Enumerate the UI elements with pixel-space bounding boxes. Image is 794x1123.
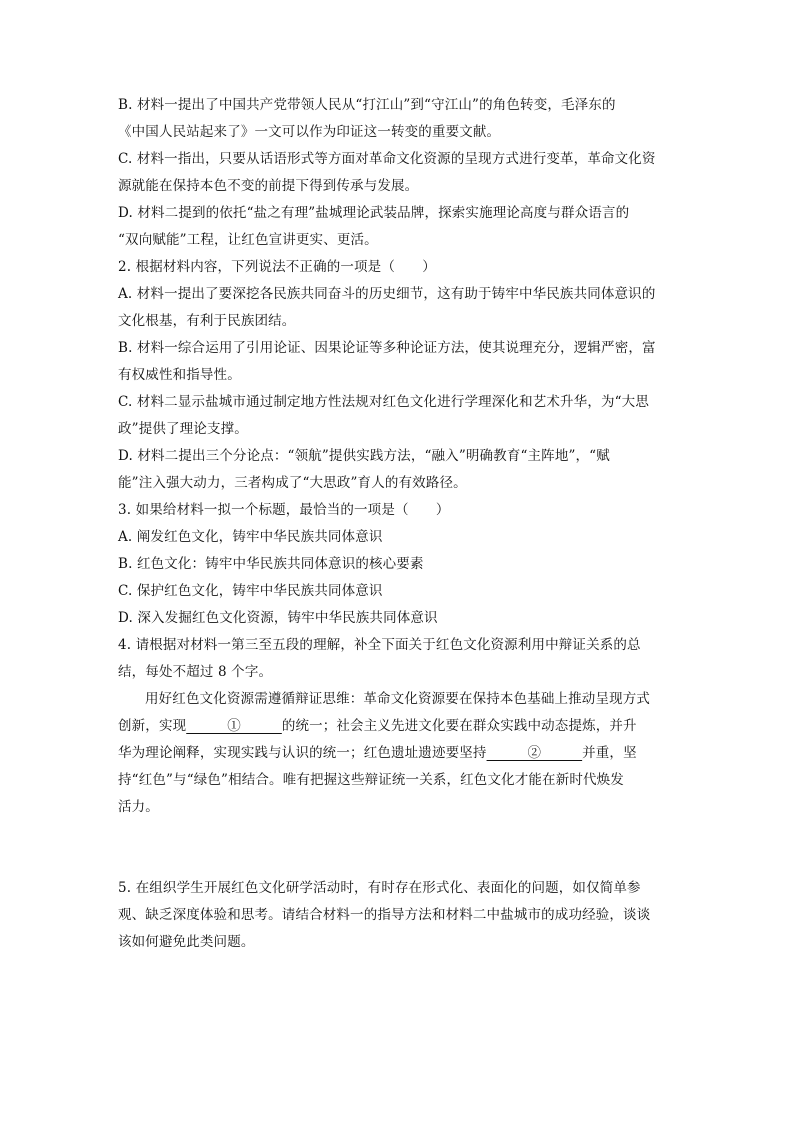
q2-stem: 2. 根据材料内容，下列说法不正确的一项是（ ） — [118, 259, 436, 275]
q1-option-b-line2: 《中国人民站起来了》一文可以作为印证这一转变的重要文献。 — [118, 124, 501, 140]
q4-stem-line1: 4. 请根据对材料一第三至五段的理解，补全下面关于红色文化资源利用中辩证关系的总 — [118, 637, 641, 653]
fill-blank-2[interactable]: ② — [486, 745, 583, 761]
q4-passage-text: 的统一；社会主义先进文化要在群众实践中动态提炼，并升 — [281, 718, 637, 734]
q1-option-c-line2: 源就能在保持本色不变的前提下得到传承与发展。 — [118, 178, 419, 194]
q3-stem: 3. 如果给材料一拟一个标题，最恰当的一项是（ ） — [118, 502, 450, 518]
exam-page — [118, 92, 678, 956]
q4-passage-text: 创新，实现 — [118, 718, 187, 734]
q1-option-b-line1: B. 材料一提出了中国共产党带领人民从“打江山”到“守江山”的角色转变，毛泽东的 — [118, 97, 616, 113]
q4-passage-line3 — [118, 740, 678, 767]
q5-stem-line1: 5. 在组织学生开展红色文化研学活动时，有时存在形式化、表面化的问题，如仅简单参 — [118, 880, 641, 896]
q1-option-d-line2: “双向赋能”工程，让红色宣讲更实、更活。 — [118, 232, 378, 248]
q4-passage-text: 华为理论阐释，实现实践与认识的统一；红色遗址遗迹要坚持 — [118, 745, 487, 761]
q2-option-b-line1: B. 材料一综合运用了引用论证、因果论证等多种论证方法，使其说理充分，逻辑严密，富 — [118, 340, 656, 356]
q4-passage-line4: 持“红色”与“绿色”相结合。唯有把握这些辩证统一关系，红色文化才能在新时代焕发 — [118, 772, 624, 788]
q4-passage-line1: 用好红色文化资源需遵循辩证思维：革命文化资源要在保持本色基础上推动呈现方式 — [145, 691, 651, 707]
q1-option-c-line1: C. 材料一指出，只要从话语形式等方面对革命文化资源的呈现方式进行变革，革命文化资 — [118, 151, 656, 167]
q2-option-a-line2: 文化根基，有利于民族团结。 — [118, 313, 296, 329]
q3-option-c: C. 保护红色文化，铸牢中华民族共同体意识 — [118, 583, 383, 599]
fill-blank-1[interactable]: ① — [186, 718, 282, 734]
q4-passage-line2 — [118, 713, 678, 740]
q4-stem-line2: 结，每处不超过 8 个字。 — [118, 664, 273, 680]
q5-stem-line3: 该如何避免此类问题。 — [118, 934, 255, 950]
q3-option-a: A. 阐发红色文化，铸牢中华民族共同体意识 — [118, 529, 383, 545]
q3-option-d: D. 深入发掘红色文化资源，铸牢中华民族共同体意识 — [118, 610, 438, 626]
q2-option-d-line2: 能”注入强大动力，三者构成了“大思政”育人的有效路径。 — [118, 475, 467, 491]
q2-option-c-line1: C. 材料二显示盐城市通过制定地方性法规对红色文化进行学理深化和艺术升华，为“大思 — [118, 394, 649, 410]
answer-space — [118, 821, 678, 875]
q2-option-b-line2: 有权威性和指导性。 — [118, 367, 241, 383]
q2-option-d-line1: D. 材料二提出三个分论点：“领航”提供实践方法，“融入”明确教育“主阵地”，“赋 — [118, 448, 610, 464]
q4-passage-text: 并重，坚 — [582, 745, 637, 761]
q2-option-a-line1: A. 材料一提出了要深挖各民族共同奋斗的历史细节，这有助于铸牢中华民族共同体意识的 — [118, 286, 656, 302]
q3-option-b: B. 红色文化：铸牢中华民族共同体意识的核心要素 — [118, 556, 424, 572]
q1-option-d-line1: D. 材料二提到的依托“盐之有理”盐城理论武装品牌，探索实施理论高度与群众语言的 — [118, 205, 630, 221]
q2-option-c-line2: 政”提供了理论支撑。 — [118, 421, 248, 437]
q4-passage-line5: 活力。 — [118, 799, 159, 815]
q5-stem-line2: 观、缺乏深度体验和思考。请结合材料一的指导方法和材料二中盐城市的成功经验，谈谈 — [118, 907, 651, 923]
